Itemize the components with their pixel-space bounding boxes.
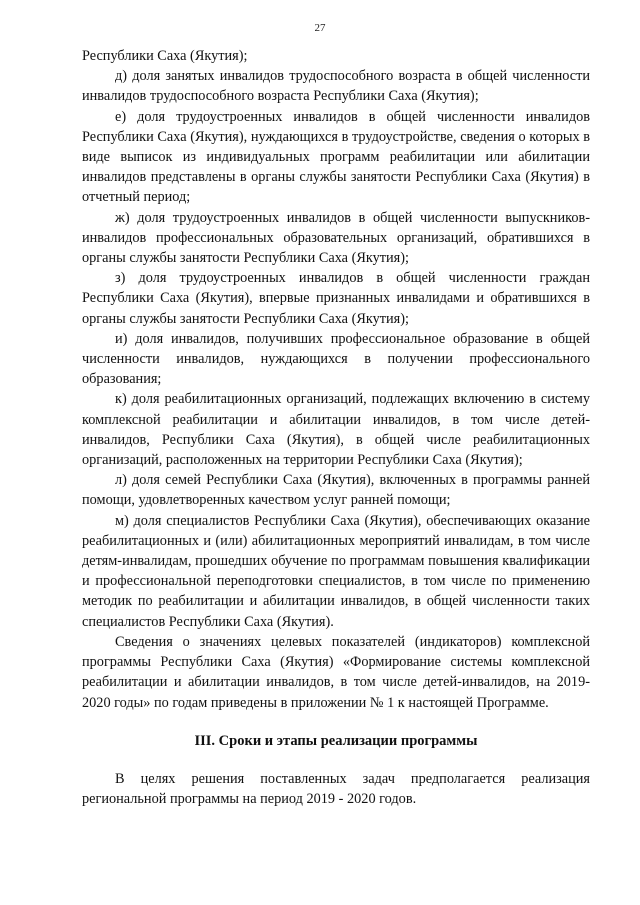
list-item-zh: ж) доля трудоустроенных инвалидов в общей численности выпускников-инвалидов профессиональных образовательных организаций, обратившихся в органы службы занятости Республики Саха (Якутия); [82, 209, 590, 267]
list-item-e: е) доля трудоустроенных инвалидов в общей численности инвалидов Республики Саха (Якутия), нуждающихся в трудоустройстве, сведения о которых в виде выписок из индивидуальных программ реабилитации или абилитации инвалидов представлены в органы службы занятости Республики Саха (Якутия) в отчетный период; [82, 108, 590, 206]
section-heading: III. Сроки и этапы реализации программы [194, 732, 478, 749]
document-body [82, 46, 590, 809]
list-item-i: и) доля инвалидов, получивших профессиональное образование в общей численности инвалидов, нуждающихся в получении профессионального образования; [82, 330, 590, 388]
closing-paragraph: В целях решения поставленных задач предполагается реализация региональной программы на период 2019 - 2020 годов. [82, 770, 590, 808]
page-number: 27 [314, 22, 326, 34]
list-item-d: д) доля занятых инвалидов трудоспособного возраста в общей численности инвалидов трудоспособного возраста Республики Саха (Якутия); [82, 68, 590, 105]
list-item-k: к) доля реабилитационных организаций, подлежащих включению в систему комплексной реабилитации и абилитации инвалидов, в том числе детей-инвалидов, Республики Саха (Якутия), в общей числе реабилитационных организаций, расположенных на территории Республики Саха (Якутия); [82, 391, 590, 469]
list-item-z: з) доля трудоустроенных инвалидов в общей численности граждан Республики Саха (Якутия), впервые признанных инвалидами и обратившихся в органы службы занятости Республики Саха (Якутия); [82, 270, 590, 327]
paragraph-continuation: Республики Саха (Якутия); [82, 48, 248, 64]
indicators-paragraph: Сведения о значениях целевых показателей (индикаторов) комплексной программы Республики Саха (Якутия) «Формирование системы комплексной реабилитации и абилитации инвалидов, в том числе детей-инвалидов, на 2019-2020 годы» по годам приведены в приложении № 1 к настоящей Программе. [82, 633, 590, 711]
list-item-l: л) доля семей Республики Саха (Якутия), включенных в программы ранней помощи, удовлетворенных качеством услуг ранней помощи; [82, 472, 590, 509]
list-item-m: м) доля специалистов Республики Саха (Якутия), обеспечивающих оказание реабилитационных и (или) абилитационных мероприятий инвалидам, в том числе детям-инвалидам, прошедших обучение по программам повышения квалификации и профессиональной переподготовки специалистов, в том числе по применению методик по реабилитации и абилитации инвалидов, в общей численности таких специалистов Республики Саха (Якутия). [82, 512, 590, 630]
